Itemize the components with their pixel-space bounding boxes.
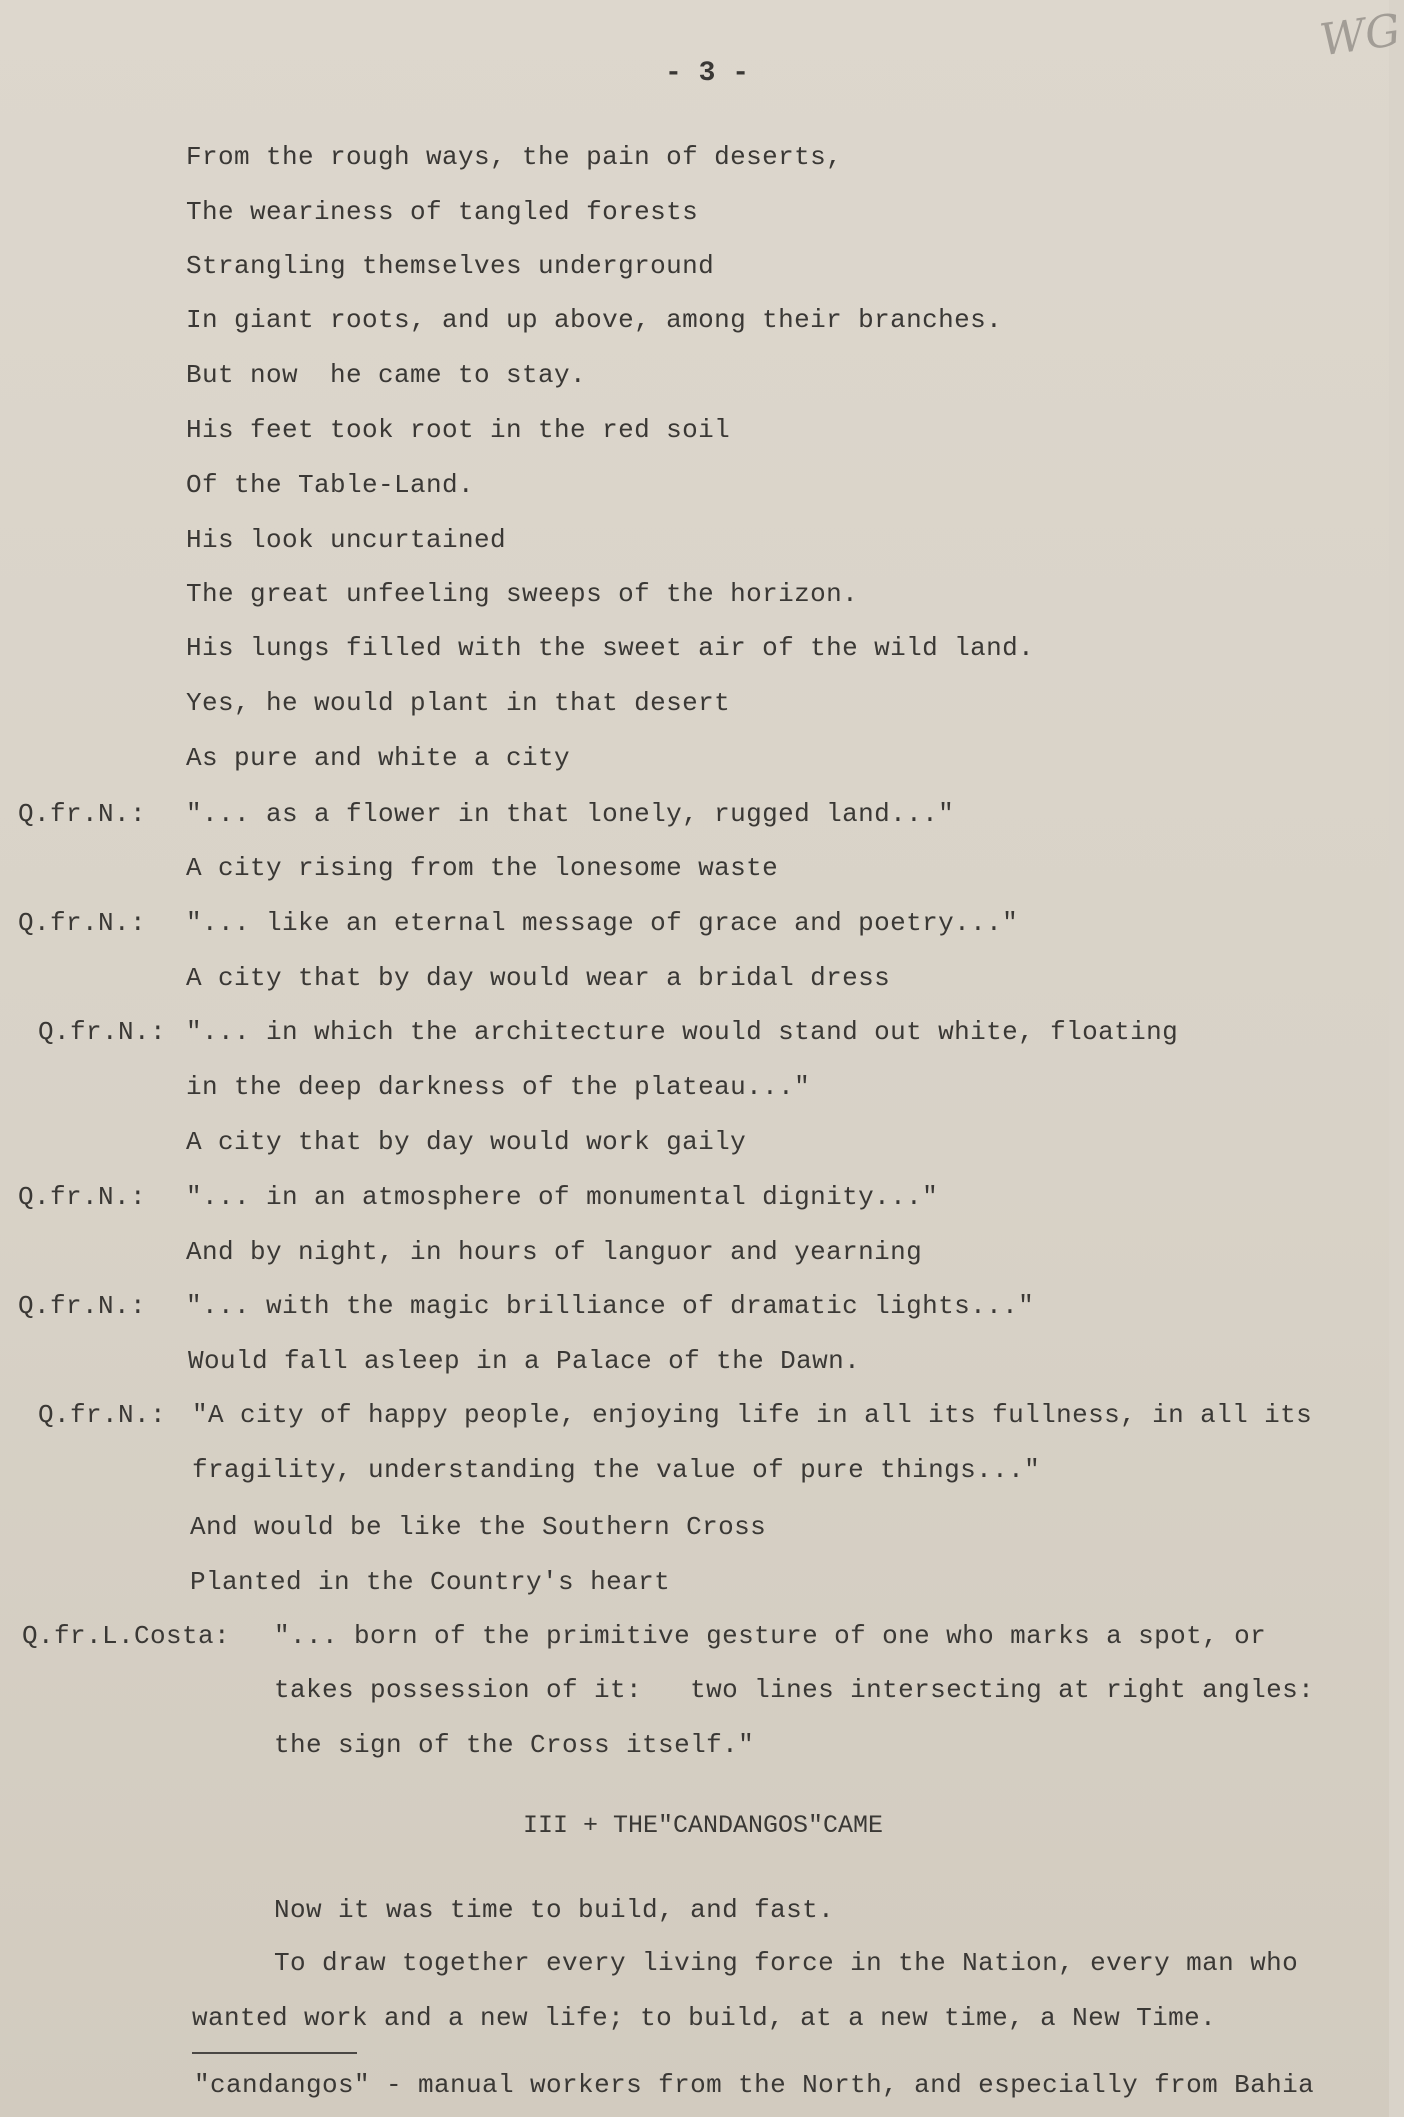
speaker-label: Q.fr.L.Costa: [22,1621,231,1651]
verse-line: His feet took root in the red soil [186,415,731,445]
footnote-divider [192,2052,357,2054]
handwritten-initials: WG [1316,4,1404,67]
quote-line: "... as a flower in that lonely, rugged land..." [186,799,955,829]
verse-line: And would be like the Southern Cross [190,1512,767,1542]
quote-line: takes possession of it: two lines intersecting at right angles: [274,1675,1315,1705]
paragraph-line: wanted work and a new life; to build, at a new time, a New Time. [192,2003,1217,2033]
verse-line: The great unfeeling sweeps of the horizon. [186,579,859,609]
quote-line: "... with the magic brilliance of dramatic lights..." [186,1291,1035,1321]
quote-line: "... in which the architecture would stand out white, floating [186,1017,1179,1047]
verse-line: His look uncurtained [186,525,507,555]
speaker-label: Q.fr.N.: [18,908,147,938]
quote-line: "... born of the primitive gesture of one who marks a spot, or [274,1621,1267,1651]
verse-line: Of the Table-Land. [186,470,475,500]
verse-line: And by night, in hours of languor and yearning [186,1237,923,1267]
paragraph-line: To draw together every living force in the Nation, every man who [274,1948,1299,1978]
quote-line: in the deep darkness of the plateau..." [186,1072,811,1102]
speaker-label: Q.fr.N.: [18,1291,147,1321]
verse-line: A city rising from the lonesome waste [186,853,779,883]
section-heading: III + THE"CANDANGOS"CAME [523,1811,884,1840]
quote-line: "... in an atmosphere of monumental dignity..." [186,1182,939,1212]
speaker-label: Q.fr.N.: [18,1182,147,1212]
verse-line: In giant roots, and up above, among their branches. [186,305,1003,335]
verse-line: Planted in the Country's heart [190,1567,671,1597]
verse-line: Would fall asleep in a Palace of the Dawn. [188,1346,861,1376]
paragraph-line: Now it was time to build, and fast. [274,1895,835,1925]
verse-line: Yes, he would plant in that desert [186,688,731,718]
speaker-label: Q.fr.N.: [38,1400,167,1430]
speaker-label: Q.fr.N.: [18,799,147,829]
verse-line: A city that by day would work gaily [186,1127,747,1157]
verse-line: But now he came to stay. [186,360,587,390]
quote-line: "A city of happy people, enjoying life in all its fullness, in all its [192,1400,1313,1430]
quote-line: fragility, understanding the value of pure things..." [192,1455,1041,1485]
verse-line: The weariness of tangled forests [186,197,699,227]
quote-line: "... like an eternal message of grace and poetry..." [186,908,1019,938]
verse-line: His lungs filled with the sweet air of the wild land. [186,633,1035,663]
speaker-label: Q.fr.N.: [38,1017,167,1047]
verse-line: As pure and white a city [186,743,571,773]
verse-line: From the rough ways, the pain of deserts, [186,142,843,172]
page-number: - 3 - [665,58,750,89]
quote-line: the sign of the Cross itself." [274,1730,755,1760]
footnote: "candangos" - manual workers from the North, and especially from Bahia [194,2070,1315,2100]
verse-line: A city that by day would wear a bridal dress [186,963,891,993]
verse-line: Strangling themselves underground [186,251,715,281]
